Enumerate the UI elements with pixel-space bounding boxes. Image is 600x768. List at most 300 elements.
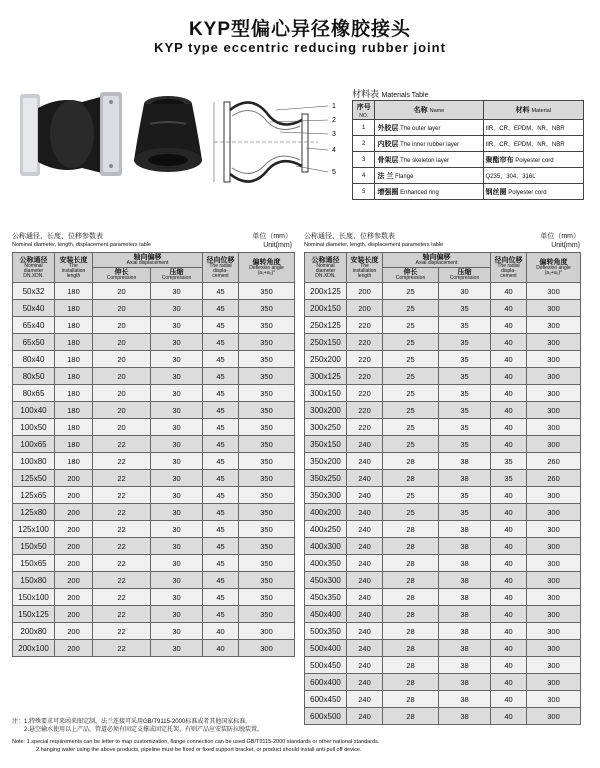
- materials-header-material: [483, 101, 583, 120]
- note-en-2: 2.hanging water using the above products, pipeline must be fixed or fixed support bracket, or product should install anti pull off device.: [36, 747, 362, 753]
- col-dn-en1: Nominal: [24, 262, 43, 269]
- cell-extension: 22: [93, 589, 151, 606]
- table-row: [305, 402, 581, 419]
- cell-extension: 25: [383, 368, 439, 385]
- cell-spec: 300x250: [305, 419, 347, 436]
- cell-compression: 30: [151, 385, 203, 402]
- cell-angle: 350: [239, 300, 295, 317]
- col-ext-cn: 伸长: [114, 269, 129, 276]
- cell-compression: 38: [439, 674, 491, 691]
- cell-extension: 28: [383, 623, 439, 640]
- table-row: [305, 504, 581, 521]
- materials-material: [483, 184, 583, 200]
- table-row: [13, 334, 295, 351]
- cell-compression: 35: [439, 351, 491, 368]
- materials-material-en: Polyester cord: [508, 189, 547, 196]
- table-row: [13, 606, 295, 623]
- cell-angle: 350: [239, 351, 295, 368]
- col-dn-en3: DN.XDN.: [315, 272, 336, 279]
- cell-radial: 40: [491, 300, 527, 317]
- cell-compression: 35: [439, 436, 491, 453]
- cell-extension: 28: [383, 572, 439, 589]
- cell-compression: 30: [151, 317, 203, 334]
- col-axial: [93, 253, 203, 268]
- cell-angle: 350: [239, 419, 295, 436]
- cell-spec: 150x65: [13, 555, 55, 572]
- cell-spec: 350x300: [305, 487, 347, 504]
- cell-compression: 35: [439, 419, 491, 436]
- cell-length: 200: [55, 572, 93, 589]
- materials-caption: [352, 87, 428, 100]
- drawing-label-3: 3: [332, 131, 336, 138]
- cell-compression: 30: [439, 283, 491, 300]
- cell-extension: 25: [383, 300, 439, 317]
- cell-extension: 20: [93, 402, 151, 419]
- table-row: [13, 351, 295, 368]
- cell-compression: 38: [439, 572, 491, 589]
- param-unit-right-cn: 单位（mm）: [540, 233, 580, 240]
- cell-compression: 38: [439, 657, 491, 674]
- cell-radial: 45: [203, 351, 239, 368]
- cell-spec: 350x200: [305, 453, 347, 470]
- materials-no: 2: [353, 136, 375, 152]
- cell-length: 180: [55, 283, 93, 300]
- table-row: [13, 470, 295, 487]
- cell-radial: 40: [491, 538, 527, 555]
- col-radial-en2: displa-: [501, 267, 516, 274]
- cell-compression: 30: [151, 589, 203, 606]
- cell-radial: 40: [491, 419, 527, 436]
- cell-compression: 35: [439, 334, 491, 351]
- param-heading-right-en: Nominal diameter, length, displacement parameters table: [304, 242, 444, 248]
- cell-radial: 40: [203, 623, 239, 640]
- cell-angle: 300: [527, 487, 581, 504]
- cell-extension: 28: [383, 606, 439, 623]
- cell-extension: 22: [93, 572, 151, 589]
- cell-length: 240: [347, 589, 383, 606]
- table-row: [305, 674, 581, 691]
- col-len-en3: length: [66, 272, 81, 279]
- col-comp-cn: 压缩: [457, 269, 472, 276]
- cell-compression: 38: [439, 538, 491, 555]
- col-angle-cn: 偏转角度: [252, 259, 281, 266]
- hdr-mat-cn: 材料: [515, 107, 530, 114]
- materials-material: [483, 136, 583, 152]
- col-ext-en: Compression: [395, 275, 426, 281]
- col-ext-cn: 伸长: [403, 269, 418, 276]
- cell-radial: 45: [203, 419, 239, 436]
- cell-extension: 22: [93, 640, 151, 657]
- cell-angle: 350: [239, 385, 295, 402]
- cell-radial: 40: [491, 589, 527, 606]
- cell-length: 180: [55, 385, 93, 402]
- cell-compression: 35: [439, 504, 491, 521]
- cell-extension: 28: [383, 555, 439, 572]
- materials-no: 1: [353, 120, 375, 136]
- col-axial-cn: 轴向偏移: [422, 254, 451, 261]
- cell-length: 240: [347, 572, 383, 589]
- cell-extension: 20: [93, 334, 151, 351]
- cell-length: 200: [55, 521, 93, 538]
- cell-compression: 30: [151, 283, 203, 300]
- param-table-left-head: [13, 253, 295, 283]
- table-row: [305, 657, 581, 674]
- cell-compression: 38: [439, 453, 491, 470]
- table-row: [13, 504, 295, 521]
- col-angle-en2: (a₁+a₂)°: [257, 270, 276, 276]
- cell-extension: 25: [383, 419, 439, 436]
- cell-spec: 250x150: [305, 334, 347, 351]
- cell-angle: 300: [527, 572, 581, 589]
- cell-angle: 350: [239, 521, 295, 538]
- cell-radial: 40: [491, 334, 527, 351]
- cell-angle: 300: [527, 606, 581, 623]
- param-table-left: [12, 252, 295, 657]
- table-row: [13, 521, 295, 538]
- cell-radial: 40: [491, 351, 527, 368]
- cell-length: 240: [347, 708, 383, 725]
- param-unit-left: [232, 232, 292, 250]
- col-dn-cn: 公称通径: [19, 256, 48, 264]
- table-row: [305, 572, 581, 589]
- cell-angle: 300: [527, 623, 581, 640]
- cell-spec: 125x65: [13, 487, 55, 504]
- materials-header-name: [375, 101, 483, 120]
- cell-angle: 300: [527, 657, 581, 674]
- cell-compression: 35: [439, 487, 491, 504]
- table-row: [13, 453, 295, 470]
- cell-radial: 45: [203, 470, 239, 487]
- cell-radial: 40: [491, 606, 527, 623]
- cell-extension: 25: [383, 283, 439, 300]
- table-row: [305, 385, 581, 402]
- cell-extension: 22: [93, 538, 151, 555]
- cell-extension: 25: [383, 487, 439, 504]
- materials-material: [483, 168, 583, 184]
- cell-compression: 30: [151, 504, 203, 521]
- table-row: [13, 385, 295, 402]
- cell-spec: 400x350: [305, 555, 347, 572]
- cell-compression: 35: [439, 317, 491, 334]
- cell-compression: 35: [439, 368, 491, 385]
- table-row: [13, 436, 295, 453]
- table-row: [13, 640, 295, 657]
- cell-radial: 40: [491, 436, 527, 453]
- col-compression: [151, 268, 203, 283]
- cell-spec: 600x500: [305, 708, 347, 725]
- materials-table: [352, 100, 584, 200]
- materials-body: [353, 120, 584, 200]
- cell-radial: 40: [491, 572, 527, 589]
- col-dn-en3: DN.XDN.: [23, 272, 44, 279]
- param-unit-right-en: Unit(mm): [551, 242, 580, 249]
- cell-compression: 38: [439, 640, 491, 657]
- cell-radial: 40: [491, 504, 527, 521]
- table-row: [305, 300, 581, 317]
- param-heading-left-en: Nominal diameter, length, displacement parameters table: [12, 242, 152, 248]
- col-angle-en2: (a₁+a₂)°: [544, 270, 563, 276]
- col-radial-en1: The radial: [209, 262, 232, 269]
- cell-length: 240: [347, 691, 383, 708]
- materials-name-cn: 内胶层: [377, 140, 399, 148]
- cell-compression: 38: [439, 589, 491, 606]
- table-row: [305, 470, 581, 487]
- col-dn-en2: diameter: [315, 267, 336, 274]
- cell-spec: 500x350: [305, 623, 347, 640]
- col-comp-cn: 压缩: [169, 269, 184, 276]
- cell-compression: 30: [151, 555, 203, 572]
- cell-spec: 200x150: [305, 300, 347, 317]
- table-row: [13, 572, 295, 589]
- cell-length: 220: [347, 334, 383, 351]
- col-dn-cn: 公称通径: [311, 256, 340, 264]
- cell-radial: 45: [203, 521, 239, 538]
- cell-length: 240: [347, 640, 383, 657]
- cell-length: 180: [55, 300, 93, 317]
- cell-compression: 30: [151, 572, 203, 589]
- cell-length: 200: [55, 640, 93, 657]
- col-len-en2: installation: [61, 267, 86, 274]
- materials-name-en: The outer layer: [400, 125, 441, 132]
- table-row: [13, 300, 295, 317]
- cell-compression: 38: [439, 555, 491, 572]
- cell-radial: 40: [491, 708, 527, 725]
- cell-radial: 40: [491, 691, 527, 708]
- cell-length: 200: [347, 300, 383, 317]
- col-len-en1: The: [360, 262, 369, 269]
- cell-length: 220: [347, 351, 383, 368]
- cell-radial: 40: [491, 317, 527, 334]
- cell-extension: 20: [93, 419, 151, 436]
- col-axial: [383, 253, 491, 268]
- cell-radial: 40: [491, 623, 527, 640]
- table-row: [305, 317, 581, 334]
- cell-angle: 300: [527, 640, 581, 657]
- cell-angle: 300: [527, 555, 581, 572]
- cell-radial: 45: [203, 589, 239, 606]
- param-unit-right: [518, 232, 580, 250]
- cell-spec: 600x450: [305, 691, 347, 708]
- cell-extension: 28: [383, 538, 439, 555]
- materials-no: 4: [353, 168, 375, 184]
- materials-name-en: Enhanced ring: [400, 189, 439, 196]
- cell-radial: 40: [491, 674, 527, 691]
- cell-spec: 125x80: [13, 504, 55, 521]
- drawing-label-2: 2: [332, 117, 336, 124]
- cell-angle: 350: [239, 283, 295, 300]
- cell-compression: 30: [151, 368, 203, 385]
- note-cn-1: 注：1.特殊要求可来函来图定制，法兰连接可采用GB/T9115-2000标准或者其他国家标准。: [12, 719, 252, 725]
- materials-name-en: The skeleton layer: [400, 157, 450, 164]
- table-row: [305, 589, 581, 606]
- cell-compression: 30: [151, 351, 203, 368]
- cell-length: 240: [347, 674, 383, 691]
- cell-spec: 100x80: [13, 453, 55, 470]
- table-row: [305, 283, 581, 300]
- cell-spec: 200x125: [305, 283, 347, 300]
- cell-length: 220: [347, 385, 383, 402]
- hdr-name-cn: 名称: [413, 107, 428, 114]
- cell-spec: 150x100: [13, 589, 55, 606]
- materials-name-cn: 法 兰: [377, 172, 394, 180]
- cell-length: 240: [347, 657, 383, 674]
- materials-material: [483, 120, 583, 136]
- product-photo-reducer: [130, 94, 206, 180]
- col-angle-en1: Deflexion angle: [536, 265, 571, 271]
- cell-angle: 350: [239, 504, 295, 521]
- col-len-en1: The: [69, 262, 78, 269]
- cell-angle: 300: [527, 351, 581, 368]
- table-row: [13, 623, 295, 640]
- table-row: [305, 368, 581, 385]
- col-len-cn: 安装长度: [350, 256, 379, 264]
- cell-length: 240: [347, 453, 383, 470]
- cell-length: 180: [55, 351, 93, 368]
- col-len-en3: length: [357, 272, 372, 279]
- cell-extension: 25: [383, 402, 439, 419]
- hdr-no-cn: 序号: [356, 103, 371, 111]
- cell-compression: 30: [151, 487, 203, 504]
- cell-radial: 45: [203, 606, 239, 623]
- cell-length: 200: [55, 555, 93, 572]
- param-unit-left-en: Unit(mm): [263, 242, 292, 249]
- col-radial-cn: 径向位移: [206, 256, 235, 264]
- cell-extension: 25: [383, 436, 439, 453]
- cell-angle: 350: [239, 368, 295, 385]
- col-ext-en: Compression: [106, 275, 137, 281]
- col-angle: [527, 253, 581, 283]
- cell-compression: 30: [151, 436, 203, 453]
- table-row: [13, 555, 295, 572]
- cell-angle: 350: [239, 402, 295, 419]
- cell-radial: 45: [203, 317, 239, 334]
- materials-material-en: Polyester cord: [515, 157, 554, 164]
- cell-compression: 35: [439, 300, 491, 317]
- page-title: KYP型偏心异径橡胶接头: [188, 19, 412, 40]
- cell-extension: 28: [383, 470, 439, 487]
- note-en-1: Note: 1.special requirements can be letter to map customization, flange connection can be used GB/T9115-2000 standards or other national standards.: [12, 739, 380, 745]
- cell-angle: 350: [239, 555, 295, 572]
- cell-length: 240: [347, 504, 383, 521]
- cell-spec: 150x80: [13, 572, 55, 589]
- cell-extension: 28: [383, 589, 439, 606]
- cell-spec: 600x400: [305, 674, 347, 691]
- materials-name: [375, 152, 483, 168]
- materials-name: [375, 120, 483, 136]
- cell-radial: 45: [203, 487, 239, 504]
- col-length: [55, 253, 93, 283]
- cell-angle: 350: [239, 317, 295, 334]
- cell-extension: 28: [383, 640, 439, 657]
- cell-compression: 30: [151, 538, 203, 555]
- materials-row: [353, 120, 584, 136]
- col-radial-cn: 径向位移: [494, 256, 523, 264]
- cell-spec: 65x50: [13, 334, 55, 351]
- cell-radial: 45: [203, 572, 239, 589]
- col-compression: [439, 268, 491, 283]
- param-heading-right: [304, 232, 443, 250]
- col-len-cn: 安装长度: [59, 256, 88, 264]
- cell-radial: 45: [203, 368, 239, 385]
- cell-extension: 28: [383, 521, 439, 538]
- col-dn: [305, 253, 347, 283]
- page-subtitle: KYP type eccentric reducing rubber joint: [154, 40, 446, 55]
- col-radial-en1: The radial: [497, 262, 520, 269]
- param-heading-left: [12, 232, 151, 250]
- cell-radial: 45: [203, 555, 239, 572]
- cell-length: 200: [55, 487, 93, 504]
- cell-spec: 450x300: [305, 572, 347, 589]
- col-comp-en: Compression: [161, 275, 192, 281]
- cell-extension: 28: [383, 691, 439, 708]
- table-row: [13, 402, 295, 419]
- cell-compression: 30: [151, 470, 203, 487]
- cell-angle: 300: [527, 521, 581, 538]
- col-dn-en1: Nominal: [316, 262, 335, 269]
- table-row: [305, 334, 581, 351]
- cell-angle: 300: [239, 640, 295, 657]
- cell-length: 240: [347, 487, 383, 504]
- cell-length: 220: [347, 419, 383, 436]
- cell-compression: 30: [151, 521, 203, 538]
- cell-length: 240: [347, 538, 383, 555]
- cell-length: 220: [347, 368, 383, 385]
- cell-length: 240: [347, 521, 383, 538]
- table-row: [305, 521, 581, 538]
- cell-extension: 20: [93, 300, 151, 317]
- cell-radial: 40: [491, 402, 527, 419]
- table-row: [13, 283, 295, 300]
- param-header-row: [13, 253, 295, 268]
- table-row: [13, 317, 295, 334]
- col-comp-en: Compression: [449, 275, 480, 281]
- table-row: [13, 419, 295, 436]
- cell-compression: 30: [151, 606, 203, 623]
- drawing-label-1: 1: [332, 103, 336, 110]
- materials-caption-en: Materials Table: [381, 92, 429, 99]
- col-angle: [239, 253, 295, 283]
- cell-length: 240: [347, 606, 383, 623]
- cell-length: 200: [347, 283, 383, 300]
- cell-angle: 300: [527, 402, 581, 419]
- cell-length: 200: [55, 538, 93, 555]
- cell-spec: 300x150: [305, 385, 347, 402]
- materials-name: [375, 184, 483, 200]
- cell-angle: 300: [527, 589, 581, 606]
- col-len-en2: installation: [352, 267, 377, 274]
- cell-spec: 400x200: [305, 504, 347, 521]
- col-axial-en: Axial displacement: [126, 260, 169, 266]
- cross-section-drawing: [210, 92, 346, 192]
- materials-name-en: Flange: [395, 173, 414, 180]
- col-angle-en1: Deflexion angle: [249, 265, 284, 271]
- materials-material-cn: 钢丝圈: [485, 188, 507, 196]
- cell-spec: 450x400: [305, 606, 347, 623]
- materials-material-en: IIR、CR、EPDM、NR、NBR: [485, 142, 565, 148]
- param-unit-left-cn: 单位（mm）: [252, 233, 292, 240]
- cell-angle: 300: [527, 334, 581, 351]
- notes: [12, 718, 592, 754]
- cell-spec: 150x125: [13, 606, 55, 623]
- cell-length: 240: [347, 623, 383, 640]
- materials-row: [353, 184, 584, 200]
- col-radial: [203, 253, 239, 283]
- cell-radial: 40: [491, 657, 527, 674]
- cell-radial: 45: [203, 300, 239, 317]
- table-row: [305, 623, 581, 640]
- cell-compression: 30: [151, 334, 203, 351]
- cell-extension: 20: [93, 317, 151, 334]
